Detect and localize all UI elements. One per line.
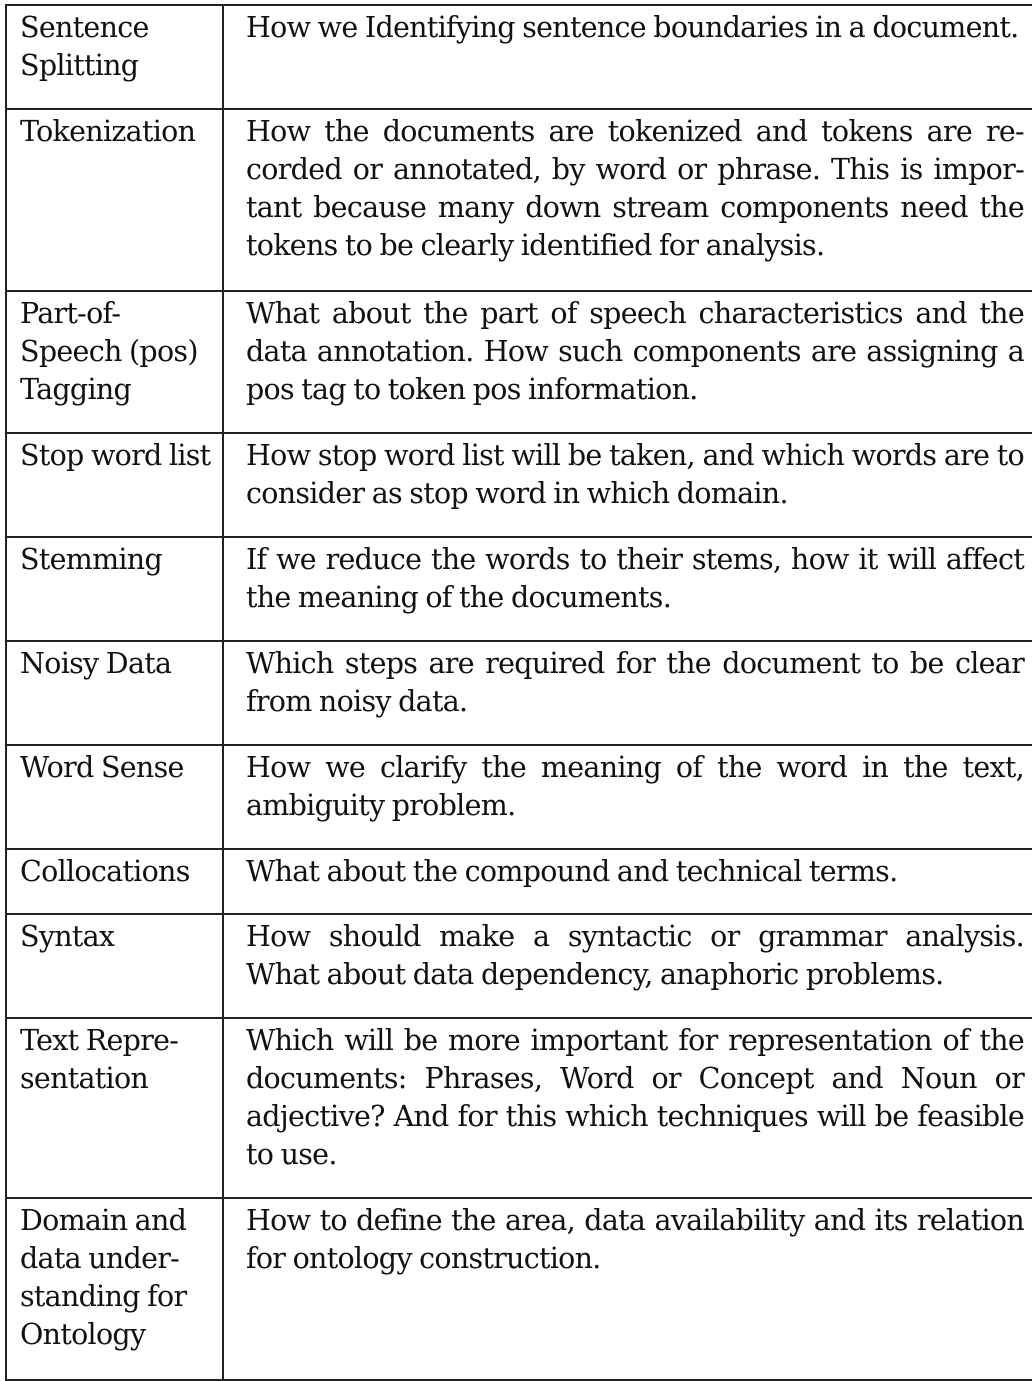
term-cell: Part-of-Speech (pos) Tagging	[6, 291, 223, 433]
description-cell: How to define the area, data availability and its relation for ontology construction.	[223, 1198, 1032, 1380]
term-cell: Sentence Splitting	[6, 5, 223, 109]
term-cell: Word Sense	[6, 745, 223, 849]
table-row	[6, 745, 1032, 849]
description-cell: Which will be more important for representation of the documents: Phrases, Word or Concept and Noun or adjective? And for this which techniques will be feasible to use.	[223, 1018, 1032, 1198]
term-cell: Tokenization	[6, 109, 223, 291]
table-row	[6, 5, 1032, 109]
table-row	[6, 1018, 1032, 1198]
table-row	[6, 291, 1032, 433]
table-row	[6, 1198, 1032, 1380]
preprocessing-issues-table	[5, 4, 1032, 1381]
table-row	[6, 433, 1032, 537]
description-cell: How we clarify the meaning of the word in the text, ambiguity problem.	[223, 745, 1032, 849]
term-cell: Stemming	[6, 537, 223, 641]
description-cell: What about the compound and technical terms.	[223, 849, 1032, 914]
description-cell: How should make a syntactic or grammar analysis. What about data dependency, anaphoric problems.	[223, 914, 1032, 1018]
term-cell: Text Repre-sentation	[6, 1018, 223, 1198]
table-row	[6, 914, 1032, 1018]
term-cell: Domain and data under-standing for Ontology	[6, 1198, 223, 1380]
description-cell: How stop word list will be taken, and which words are to consider as stop word in which domain.	[223, 433, 1032, 537]
term-cell: Syntax	[6, 914, 223, 1018]
table-row	[6, 849, 1032, 914]
table-row	[6, 641, 1032, 745]
description-cell: Which steps are required for the document to be clear from noisy data.	[223, 641, 1032, 745]
table-row	[6, 109, 1032, 291]
description-cell: What about the part of speech characteristics and the data annotation. How such components are assigning a pos tag to token pos information.	[223, 291, 1032, 433]
table-row	[6, 537, 1032, 641]
description-cell: How we Identifying sentence boundaries in a document.	[223, 5, 1032, 109]
term-cell: Noisy Data	[6, 641, 223, 745]
term-cell: Stop word list	[6, 433, 223, 537]
description-cell: If we reduce the words to their stems, how it will affect the meaning of the documents.	[223, 537, 1032, 641]
description-cell: How the documents are tokenized and tokens are re-corded or annotated, by word or phrase. This is impor-tant because many down stream components need the tokens to be clearly identified for analysis.	[223, 109, 1032, 291]
term-cell: Collocations	[6, 849, 223, 914]
